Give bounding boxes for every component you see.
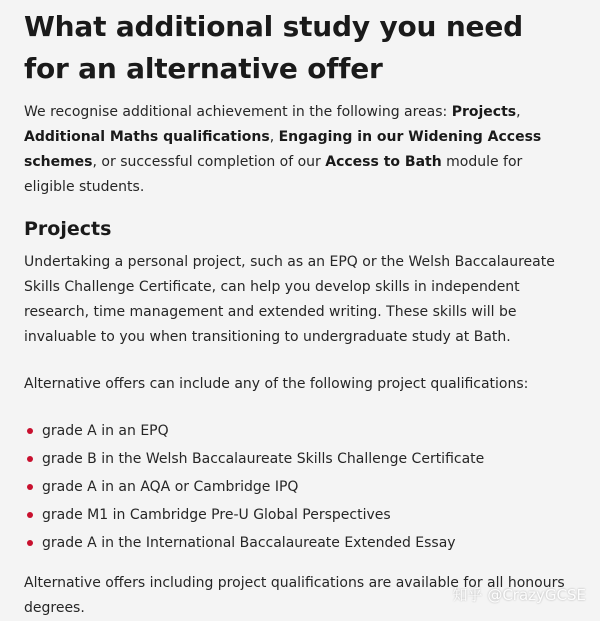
bullet-dot-icon [27,428,33,434]
bullet-dot-icon [27,540,33,546]
projects-paragraph-2: Alternative offers can include any of the following project qualifications: [24,376,529,392]
list-item [24,473,576,501]
list-item-text: grade A in the International Baccalaureate Extended Essay [42,535,456,551]
list-item [24,529,576,557]
bullet-dot-icon [27,456,33,462]
watermark: 知乎 @CrazyGCSE [452,586,586,604]
list-item-text: grade M1 in Cambridge Pre-U Global Perspectives [42,507,391,523]
list-item [24,445,576,473]
projects-paragraph-3: Alternative offers including project qualifications are available for all honours degrees. [24,575,565,616]
page-title: What additional study you need for an alternative offer [24,10,523,85]
list-item [24,417,576,445]
projects-paragraph-1: Undertaking a personal project, such as an EPQ or the Welsh Baccalaureate Skills Challenge Certificate, can help you develop skills in independent research, time management and extended writing. These skills will be invaluable to you when transitioning to undergraduate study at Bath. [24,254,555,345]
list-item-text: grade B in the Welsh Baccalaureate Skills Challenge Certificate [42,451,485,467]
intro-text-5: module for eligible students. [24,154,523,195]
projects-heading: Projects [24,218,112,240]
intro-text-4: , or successful completion of our [92,154,326,170]
intro-text-2: , [516,104,521,120]
bullet-dot-icon [27,484,33,490]
intro-bold-widening-access: Engaging in our Widening Access schemes [24,129,542,170]
intro-text-1: We recognise additional achievement in the following areas: [24,104,452,120]
list-item [24,501,576,529]
list-item-text: grade A in an EPQ [42,423,169,439]
intro-bold-maths: Additional Maths qualifications [24,129,270,145]
intro-bold-projects: Projects [451,104,517,120]
list-item-text: grade A in an AQA or Cambridge IPQ [42,479,299,495]
intro-text-3: , [269,129,279,145]
project-qualifications-list [24,417,576,557]
intro-bold-access-to-bath: Access to Bath [325,154,442,170]
intro-paragraph [24,100,576,200]
bullet-dot-icon [27,512,33,518]
